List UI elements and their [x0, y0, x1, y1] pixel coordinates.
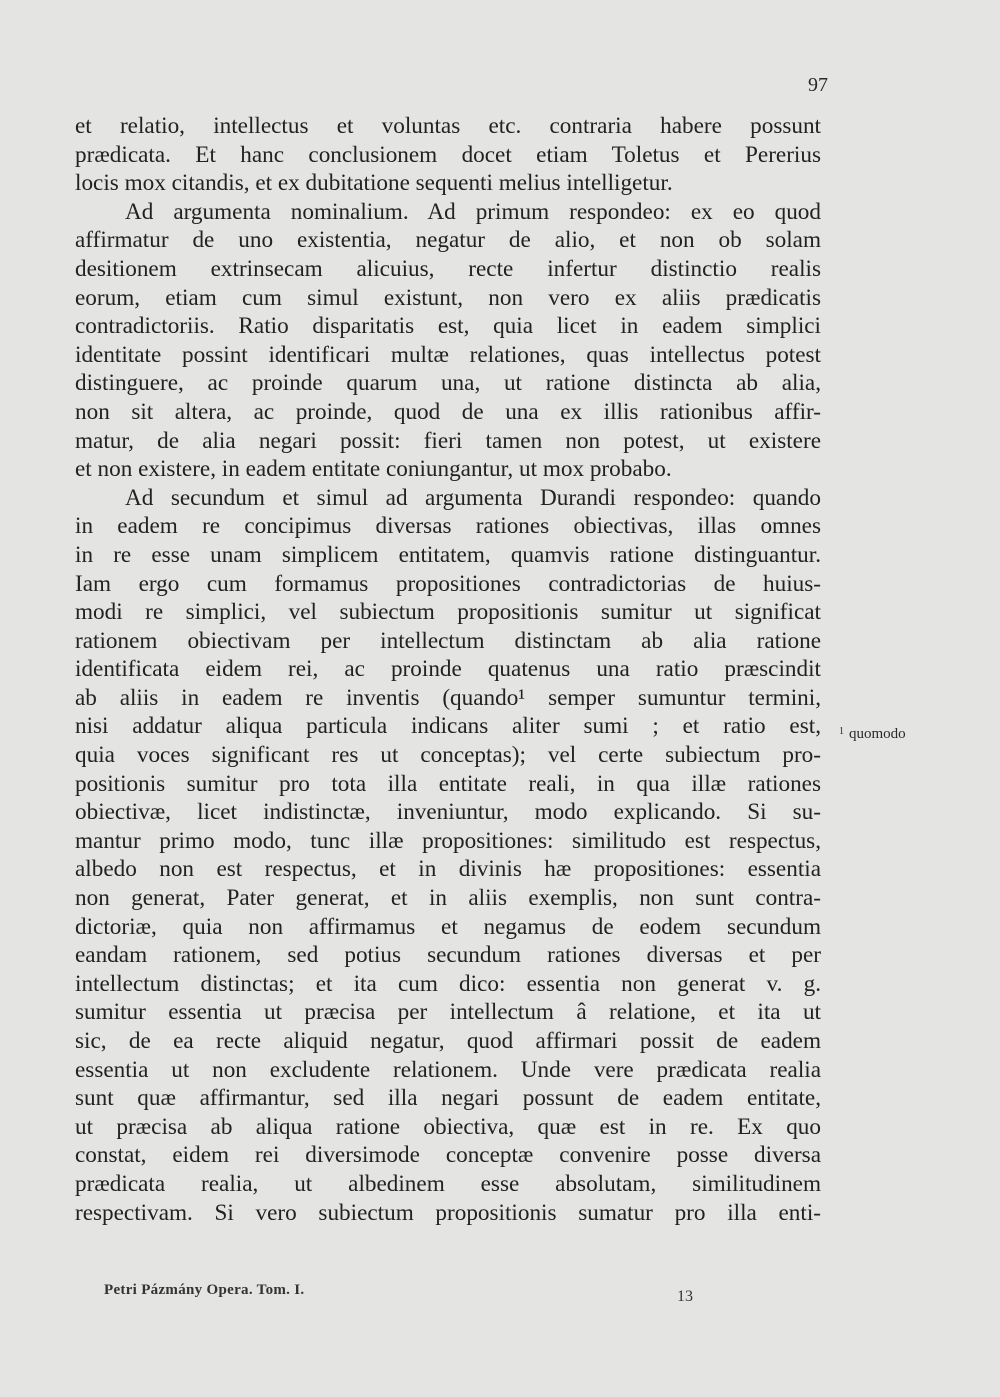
text-line: intellectum distinctas; et ita cum dico: essentia non generat v. g. — [75, 970, 821, 997]
text-line: rationem obiectivam per intellectum distinctam ab alia ratione — [75, 627, 821, 654]
text-line: distinguere, ac proinde quarum una, ut ratione distincta ab alia, — [75, 370, 821, 397]
text-line: et relatio, intellectus et voluntas etc. contraria habere possunt — [75, 113, 821, 139]
text-line: in eadem re concipimus diversas rationes obiectivas, illas omnes — [75, 513, 821, 540]
text-line: sic, de ea recte aliquid negatur, quod affirmari possit de eadem — [75, 1028, 821, 1054]
text-line: Iam ergo cum formamus propositiones contradictorias de huius- — [75, 570, 821, 597]
text-line: eorum, etiam cum simul existunt, non vero ex aliis prædicatis — [75, 284, 821, 311]
text-line: Ad secundum et simul ad argumenta Durandi respondeo: quando — [125, 484, 821, 511]
text-line: in re esse unam simplicem entitatem, quamvis ratione distinguantur. — [75, 541, 821, 568]
margin-note — [839, 726, 906, 743]
text-line: sumitur essentia ut præcisa per intellectum â relatione, et ita ut — [75, 999, 821, 1026]
margin-note-text: quomodo — [849, 726, 906, 742]
text-line: ab aliis in eadem re inventis (quando¹ semper sumuntur termini, — [75, 684, 821, 711]
text-line: affirmatur de uno existentia, negatur de alio, et non ob solam — [75, 227, 821, 254]
footer-signature: Petri Pázmány Opera. Tom. I. — [104, 1282, 305, 1298]
text-line: identitate possint identificari multæ relationes, quas intellectus potest — [75, 341, 821, 368]
text-line: et non existere, in eadem entitate coniungantur, ut mox probabo. — [75, 456, 672, 483]
text-line: matur, de alia negari possit: fieri tamen non potest, ut existere — [75, 427, 821, 454]
text-line: locis mox citandis, et ex dubitatione sequenti melius intelligetur. — [75, 170, 673, 197]
text-line: non generat, Pater generat, et in aliis exemplis, non sunt contra- — [75, 885, 821, 912]
text-line: constat, eidem rei diversimode conceptæ convenire posse diversa — [75, 1142, 821, 1169]
text-line: dictoriæ, quia non affirmamus et negamus de eodem secundum — [75, 913, 821, 940]
text-line: obiectivæ, licet indistinctæ, inveniuntur, modo explicando. Si su- — [75, 799, 821, 826]
text-line: respectivam. Si vero subiectum propositionis sumatur pro illa enti- — [75, 1199, 821, 1226]
text-line: nisi addatur aliqua particula indicans aliter sumi ; et ratio est, — [75, 713, 821, 740]
text-line: sunt quæ affirmantur, sed illa negari possunt de eadem entitate, — [75, 1085, 821, 1112]
text-line: prædicata. Et hanc conclusionem docet etiam Toletus et Pererius — [75, 141, 821, 168]
text-line: quia voces significant res ut conceptas); vel certe subiectum pro- — [75, 742, 821, 769]
text-line: modi re simplici, vel subiectum propositionis sumitur ut significat — [75, 599, 821, 626]
footer-sheet-number: 13 — [677, 1288, 693, 1305]
text-line: eandam rationem, sed potius secundum rationes diversas et per — [75, 942, 821, 969]
text-line: albedo non est respectus, et in divinis hæ propositiones: essentia — [75, 856, 821, 883]
text-line: desitionem extrinsecam alicuius, recte infertur distinctio realis — [75, 255, 821, 282]
text-line: positionis sumitur pro tota illa entitate reali, in qua illæ rationes — [75, 770, 821, 797]
text-line: Ad argumenta nominalium. Ad primum respondeo: ex eo quod — [125, 198, 821, 225]
text-line: identificata eidem rei, ac proinde quatenus una ratio præscindit — [75, 656, 821, 683]
text-line: prædicata realia, ut albedinem esse absolutam, similitudinem — [75, 1170, 821, 1197]
text-line: ut præcisa ab aliqua ratione obiectiva, quæ est in re. Ex quo — [75, 1113, 821, 1140]
text-line: essentia ut non excludente relationem. Unde vere prædicata realia — [75, 1056, 821, 1083]
text-line: mantur primo modo, tunc illæ propositiones: similitudo est respectus, — [75, 827, 821, 854]
text-line: non sit altera, ac proinde, quod de una ex illis rationibus affir- — [75, 398, 821, 425]
margin-note-marker: 1 — [839, 726, 844, 737]
page-number: 97 — [808, 74, 828, 96]
text-line: contradictoriis. Ratio disparitatis est, quia licet in eadem simplici — [75, 313, 821, 340]
body-text — [75, 112, 821, 1227]
